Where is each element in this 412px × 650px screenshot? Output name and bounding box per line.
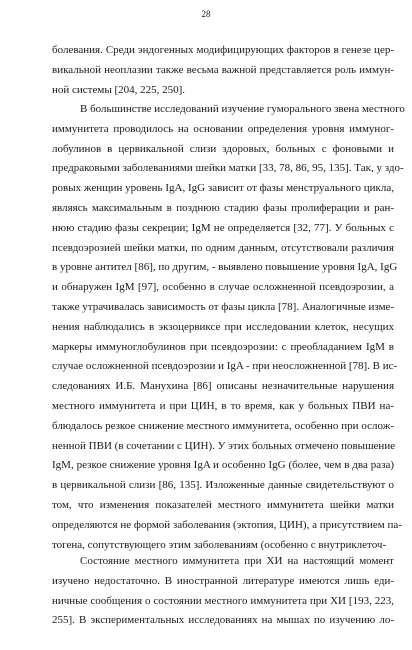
text-line: в цервикальной слизи [86, 135]. Изложенные данные свидетельствуют о bbox=[52, 479, 394, 492]
text-line: нюю стадию фазы секреции; IgM не определяется [32, 77]. У больных с bbox=[52, 221, 394, 234]
text-line: и обнаружен IgM [97], особенно в случае осложненной псевдоэрозии, а bbox=[52, 281, 394, 294]
text-line: том, что изменения показателей местного иммунитета шейки матки bbox=[52, 498, 394, 511]
text-line: блюдалось резкое снижение местного иммунитета, особенно при ослож- bbox=[52, 419, 394, 432]
text-line: тогена, сопутствующего этим заболеваниям (особенно с внутриклеточ- bbox=[52, 538, 387, 551]
text-line: викальной неоплазии также весьма важной представляется роль иммун- bbox=[52, 63, 394, 76]
text-line: В большинстве исследований изучение гуморального звена местного bbox=[80, 103, 405, 115]
paragraph-1 bbox=[52, 41, 394, 100]
text-line: местного иммунитета и при ЦИН, в то время, как у больных ПВИ на- bbox=[52, 399, 394, 412]
text-line: нения наблюдались в экзоцервиксе при исследовании клеток, несущих bbox=[52, 320, 394, 333]
text-line: определяются не формой заболевания (эктопия, ЦИН), а присутствием па- bbox=[52, 518, 402, 531]
text-line: маркеры иммуноглобулинов при псевдоэрозии: с преобладанием IgM в bbox=[52, 340, 394, 353]
text-line: ничные сообщения о состоянии местного иммунитета при ХИ [193, 223, bbox=[52, 594, 394, 607]
text-line: следованиях И.Б. Манухина [86] описаны незначительные нарушения bbox=[52, 380, 394, 393]
text-line: в уровне антител [86], по другим, - выявлено повышение уровня IgA, IgG bbox=[52, 261, 398, 274]
text-line: являясь максимальным в позднюю стадию фазы пролиферации и ран- bbox=[52, 201, 394, 214]
text-line: ной системы [204, 225, 250]. bbox=[52, 83, 186, 96]
text-line: болевания. Среди эндогенных модифицирующих факторов в генезе цер- bbox=[52, 44, 394, 56]
paragraph-3 bbox=[52, 552, 394, 631]
page-number: 28 bbox=[201, 9, 211, 19]
text-line: IgM, резкое снижение уровня IgA и особенно IgG (более, чем в два раза) bbox=[52, 459, 394, 472]
text-line: Состояние местного иммунитета при ХИ на настоящий момент bbox=[80, 555, 394, 567]
text-line: псевдоэрозией шейки матки, по одним данным, отсутствовали различия bbox=[52, 241, 394, 254]
text-line: изучено недостаточно. В иностранной литературе имеются лишь еди- bbox=[52, 574, 394, 587]
text-line: ровых женщин уровень IgA, IgG зависит от фазы менструального цикла, bbox=[52, 182, 394, 195]
text-line: лобулинов в цервикальной слизи здоровых, больных с фоновыми и bbox=[52, 142, 394, 155]
text-line: случае осложненной псевдоэрозии и IgA - при неосложненной [78]. В ис- bbox=[52, 360, 398, 373]
text-line: предраковыми заболеваниями шейки матки [33, 78, 86, 95, 135]. Так, у здо- bbox=[52, 162, 404, 175]
paragraph-2 bbox=[52, 100, 405, 555]
text-line: иммунитета проводилось на основании определения уровня иммуног- bbox=[52, 122, 394, 135]
text-line: также утрачивалась зависимость от фазы цикла [78]. Аналогичные изме- bbox=[52, 300, 395, 313]
text-line: 255]. В экспериментальных исследованиях на мышах по изучению ло- bbox=[52, 614, 394, 627]
text-line: ненной ПВИ (в сочетании с ЦИН). У этих больных отмечено повышение bbox=[52, 439, 396, 452]
